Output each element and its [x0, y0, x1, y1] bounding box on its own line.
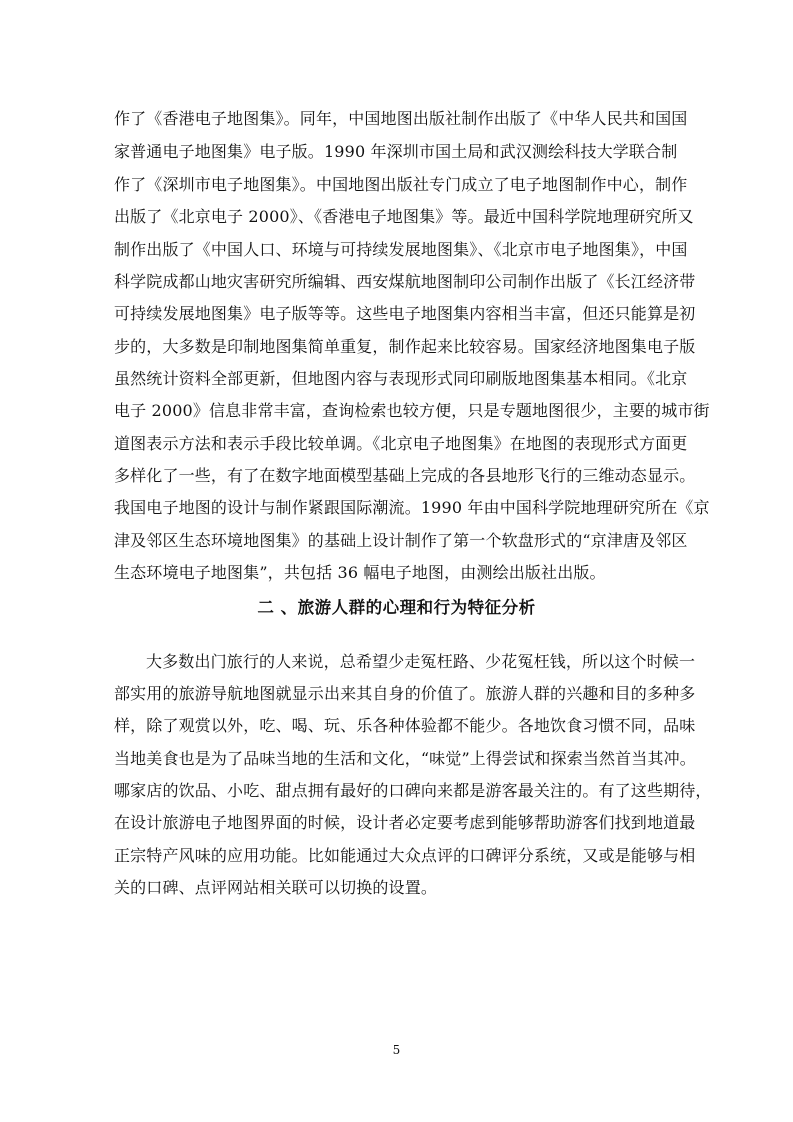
paragraph-line: 可持续发展地图集》电子版等等。这些电子地图集内容相当丰富，但还只能算是初: [114, 304, 696, 323]
paragraph-line: 我国电子地图的设计与制作紧跟国际潮流。1990 年由中国科学院地理研究所在《京: [114, 498, 710, 517]
paragraph-line: 家普通电子地图集》电子版。1990 年深圳市国土局和武汉测绘科技大学联合制: [114, 142, 678, 161]
paragraph-line: 道图表示方法和表示手段比较单调。《北京电子地图集》在地图的表现形式方面更: [114, 434, 688, 453]
paragraph-line: 部实用的旅游导航地图就显示出来其自身的价值了。旅游人群的兴趣和目的多种多: [114, 684, 696, 703]
paragraph-line: 当地美食也是为了品味当地的生活和文化，“味觉”上得尝试和探索当然首当其冲。: [114, 749, 696, 768]
paragraph-line: 大多数出门旅行的人来说，总希望少走冤枉路、少花冤枉钱，所以这个时候一: [146, 652, 696, 671]
paragraph-line: 虽然统计资料全部更新，但地图内容与表现形式同印刷版地图集基本相同。《北京: [114, 369, 688, 388]
paragraph-line: 出版了《北京电子 2000》、《香港电子地图集》等。最近中国科学院地理研究所又: [114, 207, 694, 226]
paragraph-line: 在设计旅游电子地图界面的时候，设计者必定要考虑到能够帮助游客们找到地道最: [114, 813, 696, 832]
paragraph-line: 作了《深圳市电子地图集》。中国地图出版社专门成立了电子地图制作中心，制作: [114, 175, 688, 194]
paragraph-line: 样，除了观赏以外，吃、喝、玩、乐各种体验都不能少。各地饮食习惯不同，品味: [114, 716, 696, 735]
paragraph-line: 科学院成都山地灾害研究所编辑、西安煤航地图制印公司制作出版了《长江经济带: [114, 272, 696, 291]
page-number: 5: [392, 1043, 401, 1057]
paragraph-line: 正宗特产风味的应用功能。比如能通过大众点评的口碑评分系统，又或是能够与相: [114, 846, 696, 865]
paragraph-line: 哪家店的饮品、小吃、甜点拥有最好的口碑向来都是游客最关注的。有了这些期待，: [114, 781, 712, 800]
paragraph-line: 关的口碑、点评网站相关联可以切换的设置。: [114, 878, 438, 897]
paragraph-line: 作了《香港电子地图集》。同年，中国地图出版社制作出版了《中华人民共和国国: [114, 109, 688, 128]
paragraph-line: 生态环境电子地图集”，共包括 36 幅电子地图，由测绘出版社出版。: [114, 563, 606, 582]
section-heading: 二 、旅游人群的心理和行为特征分析: [257, 598, 536, 617]
paragraph-line: 津及邻区生态环境地图集》的基础上设计制作了第一个软盘形式的“京津唐及邻区: [114, 531, 688, 550]
paragraph-line: 制作出版了《中国人口、环境与可持续发展地图集》、《北京市电子地图集》，中国: [114, 240, 688, 259]
paragraph-line: 步的，大多数是印制地图集简单重复，制作起来比较容易。国家经济地图集电子版: [114, 337, 696, 356]
paragraph-line: 多样化了一些，有了在数字地面模型基础上完成的各县地形飞行的三维动态显示。: [114, 466, 696, 485]
paragraph-line: 电子 2000》信息非常丰富，查询检索也较方便，只是专题地图很少，主要的城市街: [114, 401, 710, 420]
